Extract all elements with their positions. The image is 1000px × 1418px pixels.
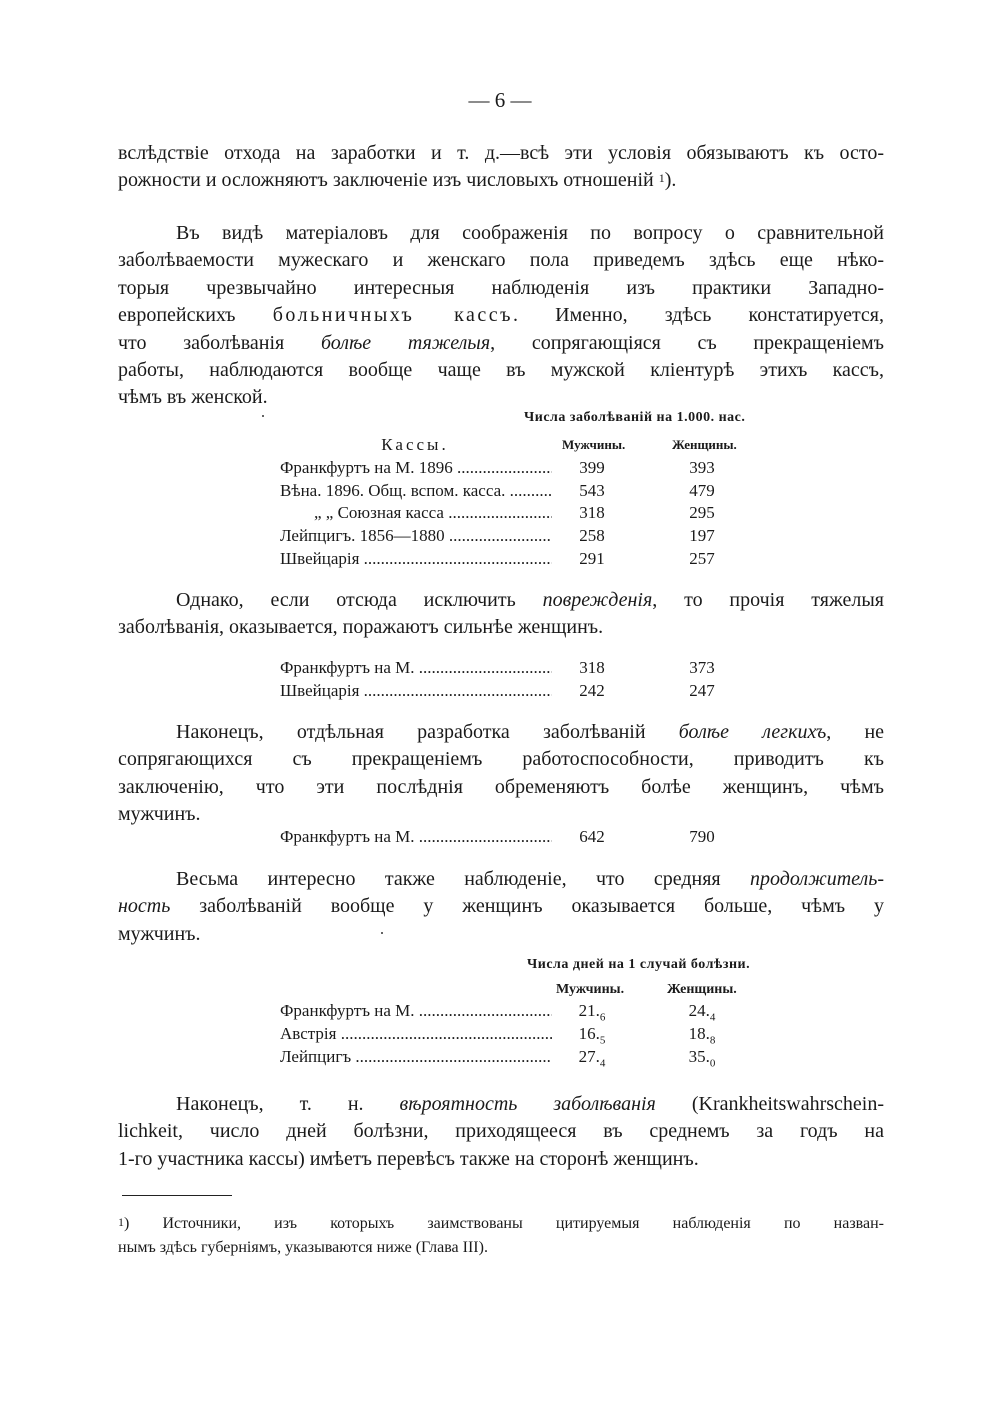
row-label: Франкфуртъ на М. ..... [280,826,552,849]
text-span: . Именно, здѣсь констатируется, [512,304,885,327]
row-label: Австрія ..... [280,1023,552,1046]
value-integer: 21. [578,1001,600,1020]
footnote-marker: 1 [118,1215,124,1229]
row-label: Франкфуртъ на М. 1896 ..... [280,457,552,480]
text-line: работы, наблюдаются вообще чаще въ мужской кліентурѣ этихъ кассъ, [118,359,884,382]
text-span: (Krankheitswahrschein- [691,1093,884,1115]
paragraph-5 [118,866,884,948]
footnote-separator [122,1195,232,1196]
text-line: сопрягающихся съ прекращеніемъ работоспособности, приводитъ къ [118,748,884,771]
text-line: торыя чрезвычайно интересныя наблюденія изъ практики Западно- [118,276,884,299]
men-value: 242 [579,680,605,700]
italic-text: поврежденія [542,589,653,611]
footnote [118,1212,884,1260]
row-label: „ „ Союзная касса ..... [280,502,552,525]
italic-text: болѣе тяжелыя [320,331,491,354]
value-decimal: 6 [599,1011,606,1024]
text-span: , сопрягающіяся съ прекращеніемъ [490,331,885,354]
men-value: 642 [579,827,605,846]
column-header-label: Кассы. [381,435,449,454]
text-span: ) Источники, изъ которыхъ заимствованы цитируемыя наблюденія по назван- [124,1215,884,1232]
value-integer: 18. [688,1023,710,1043]
women-value: 197 [689,526,715,546]
paragraph-1 [118,140,884,195]
women-value: 247 [689,680,715,700]
text-line [118,1212,884,1236]
text-line [118,1091,884,1118]
men-value: 399 [579,457,605,477]
men-value: 258 [579,526,605,546]
text-line: нымъ здѣсь губерніямъ, указываются ниже (Глава III). [118,1239,488,1256]
paragraph-2 [118,220,884,412]
row-label: Франкфуртъ на М. ..... [280,1000,552,1023]
text-line [118,866,884,893]
text-span: европейскихъ [118,304,236,327]
text-line: вслѣдствіе отхода на заработки и т. д.—всѣ эти условія обязываютъ къ осто- [118,142,884,164]
text-span: рожности и осложняютъ заключеніе изъ числовыхъ отношеній [118,169,654,192]
value-integer: 16. [578,1023,600,1043]
women-value: 393 [689,457,715,477]
spaced-text: больничныхъ кассъ [272,304,513,327]
text-line [118,330,884,357]
text-line [118,167,884,194]
row-label: Франкфуртъ на М. ..... [280,657,552,680]
page-number: — 6 — [468,88,532,112]
women-value [672,1046,732,1075]
value-decimal: 5 [599,1034,606,1047]
women-value: 295 [689,503,715,523]
column-header-women: Женщины. [667,982,737,997]
women-value: 790 [689,827,715,846]
italic-text: вѣроятность заболѣванія [399,1093,656,1115]
row-label: Швейцарія ..... [280,680,552,703]
text-line [118,302,884,329]
ink-speck [262,415,264,417]
text-line: мужчинъ. [118,922,201,945]
text-span: , не [826,721,885,743]
column-header-women: Женщины. [672,437,737,452]
table-1-caption: Числа заболѣваній на 1.000. нас. [524,410,746,425]
text-line: мужчинъ. [118,803,201,826]
italic-text: продолжитель- [750,868,884,890]
row-label: Лейпцигъ. 1856—1880 ..... [280,525,552,548]
value-decimal: 4 [599,1056,606,1069]
column-header-men: Мужчины. [562,437,626,452]
value-integer: 24. [688,1001,710,1020]
row-label: Вѣна. 1896. Общ. вспом. касса. ..... [280,480,552,503]
value-decimal: 0 [709,1056,716,1069]
ink-speck [381,932,383,934]
text-line [118,893,884,920]
value-decimal: 8 [709,1034,716,1047]
men-value: 291 [579,548,605,568]
women-value: 257 [689,548,715,568]
value-integer: 35. [688,1046,710,1066]
text-line [118,719,884,746]
text-line: чѣмъ въ женской. [118,386,268,409]
footnote-marker: 1 [658,171,665,186]
text-line: заболѣваемости мужескаго и женскаго пола приведемъ здѣсь еще нѣко- [118,249,884,272]
text-span: Наконецъ, отдѣльная разработка заболѣваній [176,721,646,743]
italic-text: болѣе легкихъ [678,721,827,743]
text-line: lichkeit, число дней болѣзни, приходящееся въ среднемъ за годъ на [118,1120,884,1143]
text-line: заболѣванія, оказывается, поражаютъ сильнѣе женщинъ. [118,616,604,639]
row-label: Лейпцигъ ..... [280,1046,552,1069]
men-value [562,1046,622,1075]
women-value: 479 [689,480,715,500]
italic-text: ность [118,895,171,918]
table-4-caption: Числа дней на 1 случай болѣзни. [527,957,751,972]
paragraph-3 [118,587,884,642]
text-span: Въ видѣ матеріаловъ для соображенія по вопросу о сравнительной [176,222,884,244]
men-value: 318 [579,503,605,523]
text-span: Наконецъ, т. н. [176,1093,364,1115]
value-decimal: 4 [709,1011,716,1024]
text-span: что заболѣванія [118,331,285,354]
text-span: Однако, если отсюда исключить [176,589,516,611]
text-span: Весьма интересно также наблюденіе, что средняя [176,868,721,890]
text-line: заключенію, что эти послѣднія обременяютъ болѣе женщинъ, чѣмъ [118,775,884,798]
text-line [118,220,884,247]
men-value: 543 [579,480,605,500]
text-span: ). [664,169,677,192]
paragraph-4 [118,719,884,829]
text-span: , то прочія тяжелыя [652,589,885,611]
men-value: 318 [579,658,605,677]
text-line [118,587,884,614]
text-span: заболѣваній вообще у женщинъ оказывается больше, чѣмъ у [199,895,885,918]
paragraph-6 [118,1091,884,1173]
value-integer: 27. [578,1046,600,1066]
text-line: 1-го участника кассы) имѣетъ перевѣсъ также на сторонѣ женщинъ. [118,1147,699,1170]
column-header-men: Мужчины. [556,982,625,997]
women-value: 373 [689,658,715,677]
row-label: Швейцарія ..... [280,548,552,571]
